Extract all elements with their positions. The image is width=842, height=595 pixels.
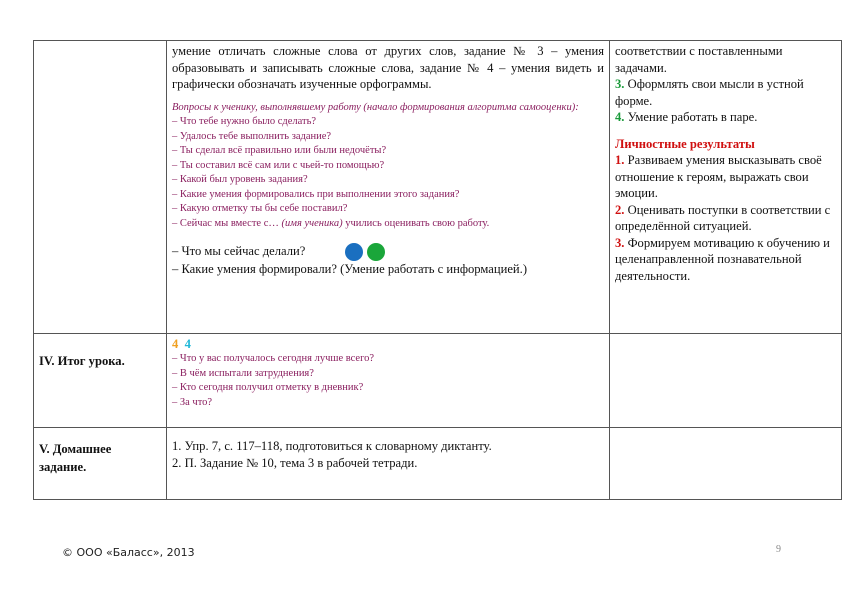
result-item bbox=[615, 109, 836, 126]
result-number: 3. bbox=[615, 235, 625, 250]
activity-cell bbox=[167, 428, 610, 500]
results-cell bbox=[610, 428, 842, 500]
list-item: – Что тебе нужно было сделать? bbox=[172, 116, 317, 127]
results-cell bbox=[610, 334, 842, 428]
stage-cell bbox=[34, 428, 167, 500]
activity-cell bbox=[167, 41, 610, 334]
color-dots bbox=[345, 243, 389, 261]
list-item: – Кто сегодня получил отметку в дневник? bbox=[172, 382, 364, 393]
stage-title: V. Домашнее задание. bbox=[39, 442, 112, 474]
teacher-question bbox=[172, 243, 604, 261]
table-row bbox=[34, 41, 842, 334]
result-text: Оформлять свои мысли в устной форме. bbox=[615, 77, 804, 108]
lesson-table bbox=[33, 40, 842, 500]
list-item: – В чём испытали затруднения? bbox=[172, 367, 314, 379]
self-assessment-questions bbox=[172, 101, 604, 232]
list-item: – Какую отметку ты бы себе поставил? bbox=[172, 203, 348, 214]
list-item: – Удалось тебе выполнить задание? bbox=[172, 130, 332, 142]
list-item: – Ты сделал всё правильно или были недочёты? bbox=[172, 145, 387, 156]
result-text: Оценивать поступки в соответствии с определённой ситуацией. bbox=[615, 202, 831, 233]
last-question-start: – Сейчас мы вместе с… bbox=[172, 217, 282, 229]
teacher-question-text: – Что мы сейчас делали? bbox=[172, 244, 306, 258]
teacher-questions bbox=[172, 243, 604, 278]
list-item: – Ты составил всё сам или с чьей-то помощью? bbox=[172, 159, 385, 171]
stage-cell bbox=[34, 334, 167, 428]
table-row bbox=[34, 428, 842, 500]
result-number: 4. bbox=[615, 110, 625, 124]
result-text: Развиваем умения высказывать своё отношение к героям, выражать свои эмоции. bbox=[615, 153, 822, 200]
mark-orange: 4 bbox=[172, 337, 179, 351]
result-item bbox=[615, 235, 836, 285]
result-item bbox=[615, 76, 836, 109]
result-number: 2. bbox=[615, 202, 625, 217]
page-number: 9 bbox=[776, 544, 781, 555]
last-question-end: учились оценивать свою работу. bbox=[342, 217, 490, 229]
mark-cyan: 4 bbox=[184, 337, 191, 351]
result-item bbox=[615, 152, 836, 202]
stage-title: IV. Итог урока. bbox=[39, 354, 125, 368]
personal-results-heading: Личностные результаты bbox=[615, 136, 755, 151]
questions-intro: Вопросы к ученику, выполнявшему работу (начало формирования алгоритма самооценки): bbox=[172, 101, 579, 113]
summary-questions bbox=[172, 352, 604, 410]
list-item: – За что? bbox=[172, 396, 213, 408]
result-number: 1. bbox=[615, 153, 625, 167]
result-text: Формируем мотивацию к обучению и целенаправленной познавательной деятельности. bbox=[615, 235, 830, 283]
activity-intro: умение отличать сложные слова от других слов, задание № 3 – умения образовывать и записывать сложные слова, задание № 4 – умения видеть и графически обозначать изученные орфограммы. bbox=[172, 44, 604, 91]
last-question-italic: (имя ученика) bbox=[281, 217, 343, 229]
homework-item: 2. П. Задание № 10, тема 3 в рабочей тетради. bbox=[172, 455, 418, 470]
list-item: – Что у вас получалось сегодня лучше всего? bbox=[172, 353, 375, 364]
results-cell bbox=[610, 41, 842, 334]
result-item bbox=[615, 202, 836, 235]
list-item: – Какой был уровень задания? bbox=[172, 174, 308, 185]
teacher-question: – Какие умения формировали? (Умение работать с информацией.) bbox=[172, 262, 528, 277]
result-text: Умение работать в паре. bbox=[624, 110, 758, 124]
marks bbox=[172, 336, 604, 352]
results-continuation: соответствии с поставленными задачами. bbox=[615, 44, 783, 75]
blue-dot-icon bbox=[345, 243, 363, 261]
result-number: 3. bbox=[615, 77, 625, 91]
activity-cell bbox=[167, 334, 610, 428]
list-item: – Какие умения формировались при выполнении этого задания? bbox=[172, 188, 460, 200]
copyright: © ООО «Баласс», 2013 bbox=[62, 546, 195, 559]
homework-item: 1. Упр. 7, с. 117–118, подготовиться к словарному диктанту. bbox=[172, 439, 492, 453]
table-row bbox=[34, 334, 842, 428]
stage-cell bbox=[34, 41, 167, 334]
list-item bbox=[172, 217, 604, 232]
green-dot-icon bbox=[367, 243, 385, 261]
